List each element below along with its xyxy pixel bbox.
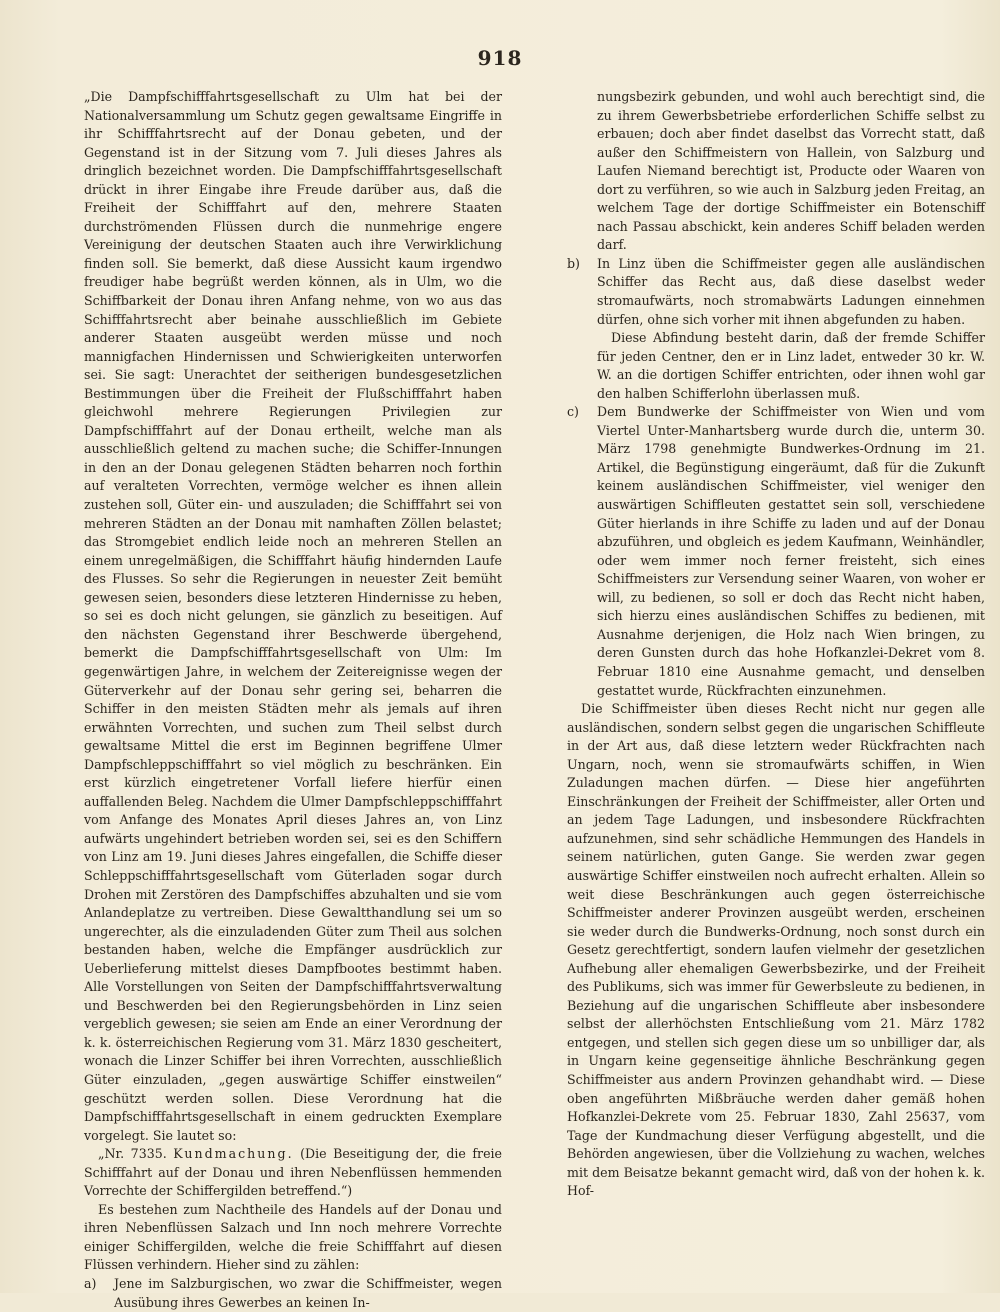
- list-item-a-text: Jene im Salzburgischen, wo zwar die Schiffmeister, wegen Ausübung ihres Gewerbes an keinen In-: [114, 1276, 502, 1310]
- announcement-number: „Nr. 7335.: [98, 1146, 167, 1162]
- announcement-heading: Kundmachung.: [173, 1146, 294, 1162]
- left-column: [84, 88, 502, 1312]
- list-item-a-continued: [567, 88, 985, 255]
- list-item-c: [567, 403, 985, 700]
- list-item-b-body: [597, 255, 985, 403]
- list-item-a: [84, 1275, 502, 1312]
- list-marker-c: c): [567, 404, 579, 420]
- paragraph-petition: „Die Dampfschifffahrtsgesellschaft zu Ulm hat bei der Nationalversammlung um Schutz gegen gewaltsame Eingriffe in ihr Schifffahrtsrecht auf der Donau gebeten, und der Gegenstand ist in der Sitzung vom 7. Juli dieses Jahres als dringlich bezeichnet worden. Die Dampfschifffahrtsgesellschaft drückt in ihrer Eingabe ihre Freude darüber aus, daß die Freiheit der Schifffahrt auf den, mehrere Staaten durchströmenden Flüssen durch die nunmehrige engere Vereinigung der deutschen Staaten auch ihre Verwirklichung finden soll. Sie bemerkt, daß diese Aussicht kaum irgendwo freudiger habe begrüßt werden können, als in Ulm, wo die Schiffbarkeit der Donau ihren Anfang nehme, von wo aus das Schifffahrtsrecht aber beinahe ausschließlich im Gebiete anderer Staaten ausgeübt werden müsse und noch mannigfachen Hindernissen und Schwierigkeiten unterworfen sei. Sie sagt: Unerachtet der seitherigen bundesgesetzlichen Bestimmungen über die Freiheit der Flußschifffahrt haben gleichwohl mehrere Regierungen Privilegien zur Dampfschifffahrt auf der Donau ertheilt, welche man als ausschließlich geltend zu machen suche; die Schiffer-Innungen in den an der Donau gelegenen Städten beharren noch forthin auf veralteten Vorrechten, vermöge welcher es ihnen allein zustehen soll, Güter ein- und auszuladen; die Schifffahrt sei von mehreren Städten an der Donau mit namhaften Zöllen belastet; das Stromgebiet endlich leide noch an mehreren Stellen an einem unregelmäßigen, die Schifffahrt häufig hindernden Laufe des Flusses. So sehr die Regierungen in neuester Zeit bemüht gewesen seien, besonders diese letzteren Hindernisse zu heben, so sei es doch nicht gelungen, sie gänzlich zu beseitigen. Auf den nächsten Gegenstand ihrer Beschwerde übergehend, bemerkt die Dampfschifffahrtsgesellschaft von Ulm: Im gegenwärtigen Jahre, in welchem der Zeitereignisse wegen der Güterverkehr auf der Donau sehr gering sei, beharren die Schiffer in den meisten Städten mehr als jemals auf ihren erwähnten Vorrechten, und suchen zum Theil selbst durch gewaltsame Mittel die erst im Beginnen begriffene Ulmer Dampfschleppschifffahrt so viel möglich zu beschränken. Ein erst kürzlich eingetretener Vorfall liefere hierfür einen auffallenden Beleg. Nachdem die Ulmer Dampfschleppschifffahrt vom Anfange des Monates April dieses Jahres an, von Linz aufwärts ungehindert betrieben worden sei, sei es den Schiffern von Linz am 19. Juni dieses Jahres eingefallen, die Schiffe dieser Schleppschifffahrtsgesellschaft vom Güterladen sogar durch Drohen mit Zerstören des Dampfschiffes abzuhalten und sie vom Anlandeplatze zu vertreiben. Diese Gewaltthandlung sei um so ungerechter, als die einzuladenden Güter zum Theil aus solchen bestanden haben, welche die Empfänger ausdrücklich zur Ueberlieferung mittelst dieses Dampfbootes bestimmt haben. Alle Vorstellungen von Seiten der Dampfschifffahrtsverwaltung und Beschwerden bei den Regierungsbehörden in Linz seien vergeblich gewesen; sie seien am Ende an einer Verordnung der k. k. österreichischen Regierung vom 31. März 1830 gescheitert, wonach die Linzer Schiffer bei ihren Vorrechten, ausschließlich Güter einzuladen, „gegen auswärtige Schiffer einstweilen“ geschützt werden sollen. Diese Verordnung hat die Dampfschifffahrtsgesellschaft in einem gedruckten Exemplare vorgelegt. Sie lautet so:: [84, 89, 502, 1143]
- list-item-c-text: Dem Bundwerke der Schiffmeister von Wien und vom Viertel Unter-Manhartsberg wurde durch die, unterm 30. März 1798 genehmigte Bundwerkes-Ordnung im 21. Artikel, die Begünstigung eingeräumt, daß für die Zukunft keinem ausländischen Schiffmeister, viel weniger den auswärtigen Schiffleuten gestattet sein soll, verschiedene Güter hierlands in ihre Schiffe zu laden und auf der Donau abzuführen, und obgleich es jedem Kaufmann, Weinhändler, oder wem immer noch ferner freisteht, sich eines Schiffmeisters zur Versendung seiner Waaren, von woher er will, zu bedienen, so soll er doch das Recht nicht haben, sich hierzu eines ausländischen Schiffes zu bedienen, mit Ausnahme derjenigen, die Holz nach Wien bringen, zu deren Gunsten durch das hohe Hofkanzlei-Dekret vom 8. Februar 1810 eine Ausnahme gemacht, und denselben gestattet wurde, Rückfrachten einzunehmen.: [597, 404, 985, 698]
- list-item-a-continued-text: nungsbezirk gebunden, und wohl auch berechtigt sind, die zu ihrem Gewerbsbetriebe erforderlichen Schiffe selbst zu erbauen; doch aber findet daselbst das Vorrecht statt, daß außer den Schiffmeistern von Hallein, von Salzburg und Laufen Niemand berechtigt ist, Producte oder Waaren von dort zu verführen, so wie auch in Salzburg jeden Freitag, an welchem Tage der dortige Schiffmeister ein Botenschiff nach Passau abschickt, kein anderes Schiff beladen werden darf.: [597, 89, 985, 253]
- list-item-b: [567, 255, 985, 403]
- list-marker-b: b): [567, 255, 580, 271]
- paragraph-closing: Die Schiffmeister üben dieses Recht nicht nur gegen alle ausländischen, sondern selbst gegen die ungarischen Schiffleute in der Art aus, daß diese letztern weder Rückfrachten nach Ungarn, noch, wenn sie stromaufwärts schiffen, in Wien Zuladungen machen dürfen. — Diese hier angeführten Einschränkungen der Freiheit der Schiffmeister, aller Orten und an jedem Tage Ladungen, und insbesondere Rückfrachten aufzunehmen, sind sehr schädliche Hemmungen des Handels in seinem natürlichen, guten Gange. Sie werden zwar gegen auswärtige Schiffer einstweilen noch aufrecht erhalten. Allein so weit diese Beschränkungen auch gegen österreichische Schiffmeister anderer Provinzen ausgeübt werden, erscheinen sie weder durch die Bundwerks-Ordnung, noch sonst durch ein Gesetz gerechtfertigt, sondern laufen vielmehr der gesetzlichen Aufhebung aller ehemaligen Gewerbsbezirke, und der Freiheit des Publikums, sich was immer für Gewerbsleute zu bedienen, in Beziehung auf die ungarischen Schiffleute aber insbesondere selbst der allerhöchsten Entschließung vom 21. März 1782 entgegen, und stellen sich gegen diese um so unbilliger dar, als in Ungarn keine gegenseitige ähnliche Beschränkung gegen Schiffmeister aus andern Provinzen gehandhabt wird. — Diese oben angeführten Mißbräuche werden daher gemäß hohen Hofkanzlei-Dekrete vom 25. Februar 1830, Zahl 25637, vom Tage der Kundmachung dieser Verfügung abgestellt, und die Behörden angewiesen, über die Vollziehung zu wachen, welches mit dem Beisatze bekannt gemacht wird, daß von der hohen k. k. Hof-: [567, 701, 985, 1199]
- list-item-b-note: Diese Abfindung besteht darin, daß der fremde Schiffer für jeden Centner, den er in Linz ladet, entweder 30 kr. W. W. an die dortigen Schiffer entrichten, oder ihnen wohl gar den halben Schifferlohn überlassen muß.: [597, 330, 985, 401]
- announcement-subject: (Die Beseitigung der, die freie Schifffahrt auf der Donau und ihren Nebenflüssen hemmenden Vorrechte der Schiffergilden betreffend.“): [84, 1146, 503, 1199]
- list-marker-spacer: [567, 88, 597, 255]
- paragraph-announcement-title: [84, 1145, 502, 1201]
- right-column: [567, 88, 985, 1201]
- list-marker-a: a): [84, 1276, 97, 1291]
- page-number: 918: [477, 46, 523, 70]
- paragraph-privileges-intro: Es bestehen zum Nachtheile des Handels auf der Donau und ihren Nebenflüssen Salzach und Inn noch mehrere Vorrechte einiger Schiffergilden, welche die freie Schifffahrt auf diesen Flüssen verhindern. Hieher sind zu zählen:: [84, 1201, 502, 1273]
- list-item-b-text: In Linz üben die Schiffmeister gegen alle ausländischen Schiffer das Recht aus, daß diese daselbst weder stromaufwärts, noch stromabwärts Ladungen einnehmen dürfen, ohne sich vorher mit ihnen abgefunden zu haben.: [597, 255, 985, 327]
